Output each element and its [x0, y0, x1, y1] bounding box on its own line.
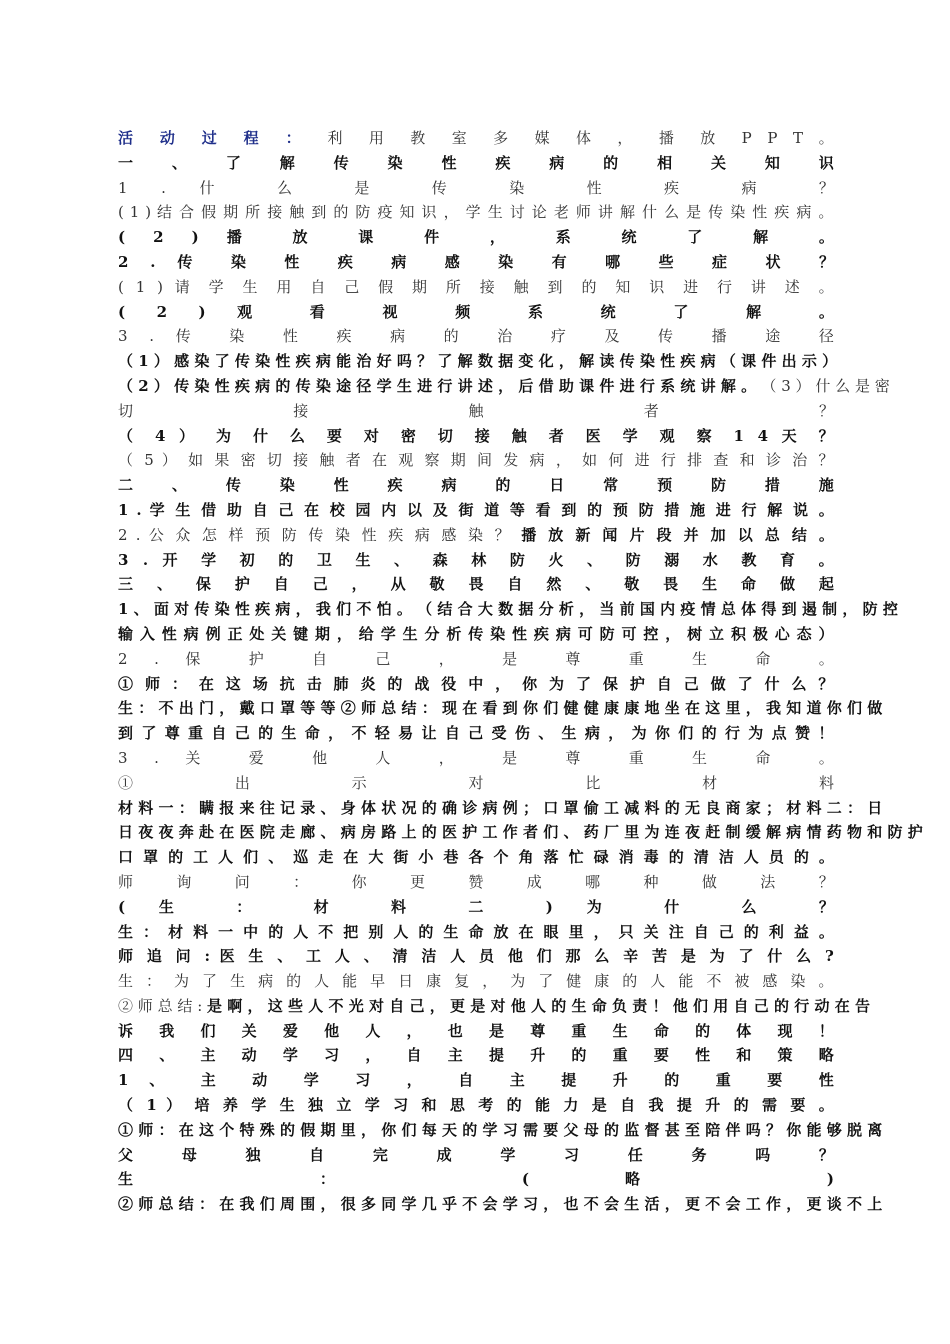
- text-line: ① 出 示 对 比 材 料: [118, 773, 834, 792]
- line-rest-text: 是 啊 ， 这 些 人 不 光 对 自 己 ， 更 是 对 他 人 的 生 命 负 责 ！ 他 们 用 自 己 的 行 动 在 告: [207, 996, 871, 1015]
- text-line: 诉 我 们 关 爱 他 人 ， 也 是 尊 重 生 命 的 体 现 ！: [118, 1021, 834, 1040]
- text-line: ( 2 ) 观 看 视 频 系 统 了 解 。: [118, 302, 834, 321]
- text-line: 三 、 保 护 自 己 ， 从 敬 畏 自 然 、 敬 畏 生 命 做 起: [118, 575, 834, 594]
- line-lead-text: 2 . 公 众 怎 样 预 防 传 染 性 疾 病 感 染 ？: [118, 525, 514, 544]
- text-line: 生 ： 为 了 生 病 的 人 能 早 日 康 复 ， 为 了 健 康 的 人 能 不 被 感 染 。: [118, 972, 834, 991]
- text-line: ① 师 ： 在 这 场 抗 击 肺 炎 的 战 役 中 ， 你 为 了 保 护 自 己 做 了 什 么 ？: [118, 674, 834, 693]
- line-rest-text: 利 用 教 室 多 媒 体 ， 播 放 P P T 。: [327, 129, 834, 147]
- text-line: 一 、 了 解 传 染 性 疾 病 的 相 关 知 识: [118, 153, 834, 172]
- text-line: 3 . 传 染 性 疾 病 的 治 疗 及 传 播 途 径: [118, 327, 834, 346]
- text-line: 师 追 问 : 医 生 、 工 人 、 清 洁 人 员 他 们 那 么 辛 苦 是 为 了 什 么 ?: [118, 947, 834, 966]
- text-line: 1 、 面 对 传 染 性 疾 病 ， 我 们 不 怕 。 （ 结 合 大 数 据 分 析 ， 当 前 国 内 疫 情 总 体 得 到 遏 制 ， 防 控: [118, 600, 898, 619]
- text-line: 父 母 独 自 完 成 学 习 任 务 吗 ？: [118, 1145, 834, 1164]
- text-line: [118, 994, 871, 1019]
- text-line: 3 . 关 爱 他 人 ， 是 尊 重 生 命 。: [118, 748, 834, 767]
- text-line: ② 师 总 结 ： 在 我 们 周 围 ， 很 多 同 学 几 乎 不 会 学 习 ， 也 不 会 生 活 ， 更 不 会 工 作 ， 更 谈 不 上: [118, 1195, 883, 1214]
- lesson-plan-body: [118, 126, 923, 1217]
- line-rest-text: 播 放 新 闻 片 段 并 加 以 总 结 。: [521, 525, 834, 544]
- text-line: [118, 374, 890, 399]
- text-line: 材 料 一 ： 瞒 报 来 往 记 录 、 身 体 状 况 的 确 诊 病 例 ； 口 罩 偷 工 减 料 的 无 良 商 家 ； 材 料 二 ： 日: [118, 798, 883, 817]
- text-line: 3 . 开 学 初 的 卫 生 、 森 林 防 火 、 防 溺 水 教 育 。: [118, 550, 834, 569]
- text-line: （ 5 ） 如 果 密 切 接 触 者 在 观 察 期 间 发 病 ， 如 何 进 行 排 查 和 诊 治 ？: [118, 451, 834, 470]
- text-line: 日 夜 夜 奔 赴 在 医 院 走 廊 、 病 房 路 上 的 医 护 工 作 者 们 、 药 厂 里 为 连 夜 赶 制 缓 解 病 情 药 物 和 防 护: [118, 823, 923, 842]
- text-line: 2 . 保 护 自 己 ， 是 尊 重 生 命 。: [118, 649, 834, 668]
- text-line: 到 了 尊 重 自 己 的 生 命 ， 不 轻 易 让 自 己 受 伤 、 生 病 ， 为 你 们 的 行 为 点 赞 ！: [118, 724, 834, 743]
- line-rest-text: （ 3 ） 什 么 是 密: [761, 376, 890, 395]
- text-line: ① 师 ： 在 这 个 特 殊 的 假 期 里 ， 你 们 每 天 的 学 习 需 要 父 母 的 监 督 甚 至 陪 伴 吗 ？ 你 能 够 脱 离: [118, 1120, 883, 1139]
- text-line: 1 . 学 生 借 助 自 己 在 校 园 内 以 及 街 道 等 看 到 的 预 防 措 施 进 行 解 说 。: [118, 500, 834, 519]
- text-line: 生 ： ( 略 ): [118, 1170, 834, 1189]
- text-line: 2 . 传 染 性 疾 病 感 染 有 哪 些 症 状 ？: [118, 252, 834, 271]
- text-line: ( 1 ) 请 学 生 用 自 己 假 期 所 接 触 到 的 知 识 进 行 讲 述 。: [118, 277, 834, 296]
- text-line: （ 1 ） 感 染 了 传 染 性 疾 病 能 治 好 吗 ？ 了 解 数 据 变 化 ， 解 读 传 染 性 疾 病 （ 课 件 出 示 ）: [118, 352, 838, 371]
- text-line: 生 ： 不 出 门 ， 戴 口 罩 等 等 ② 师 总 结 ： 现 在 看 到 你 们 健 健 康 康 地 坐 在 这 里 ， 我 知 道 你 们 做: [118, 699, 883, 718]
- text-line: （ 4 ） 为 什 么 要 对 密 切 接 触 者 医 学 观 察 1 4 天 ？: [118, 426, 834, 445]
- text-line: 切 接 触 者 ？: [118, 401, 834, 420]
- text-line: 二 、 传 染 性 疾 病 的 日 常 预 防 措 施: [118, 476, 834, 495]
- text-line: 1 . 什 么 是 传 染 性 疾 病 ？: [118, 178, 834, 197]
- text-line: ( 2 ) 播 放 课 件 ， 系 统 了 解 。: [118, 228, 834, 247]
- text-line: 1 、 主 动 学 习 ， 自 主 提 升 的 重 要 性: [118, 1071, 834, 1090]
- text-line: 师 询 问 ： 你 更 赞 成 哪 种 做 法 ？: [118, 872, 834, 891]
- text-line: 输 入 性 病 例 正 处 关 键 期 ， 给 学 生 分 析 传 染 性 疾 病 可 防 可 控 ， 树 立 积 极 心 态 ）: [118, 624, 834, 643]
- text-line: ( 生 ： 材 料 二 ) 为 什 么 ？: [118, 897, 834, 916]
- text-line: [118, 126, 834, 151]
- line-lead-text: 活 动 过 程 ：: [118, 129, 312, 147]
- text-line: ( 1 ) 结 合 假 期 所 接 触 到 的 防 疫 知 识 ， 学 生 讨 论 老 师 讲 解 什 么 是 传 染 性 疾 病 。: [118, 203, 834, 222]
- text-line: 口 罩 的 工 人 们 、 巡 走 在 大 街 小 巷 各 个 角 落 忙 碌 消 毒 的 清 洁 人 员 的 。: [118, 848, 834, 867]
- text-line: （ 1 ） 培 养 学 生 独 立 学 习 和 思 考 的 能 力 是 自 我 提 升 的 需 要 。: [118, 1096, 834, 1115]
- line-lead-text: （ 2 ） 传 染 性 疾 病 的 传 染 途 径 学 生 进 行 讲 述 ， 后 借 助 课 件 进 行 系 统 讲 解 。: [118, 376, 757, 395]
- text-line: [118, 523, 834, 548]
- text-line: 生 ： 材 料 一 中 的 人 不 把 别 人 的 生 命 放 在 眼 里 ， 只 关 注 自 己 的 利 益 。: [118, 922, 834, 941]
- line-lead-text: ② 师 总 结 :: [118, 996, 203, 1015]
- text-line: 四 、 主 动 学 习 ， 自 主 提 升 的 重 要 性 和 策 略: [118, 1046, 834, 1065]
